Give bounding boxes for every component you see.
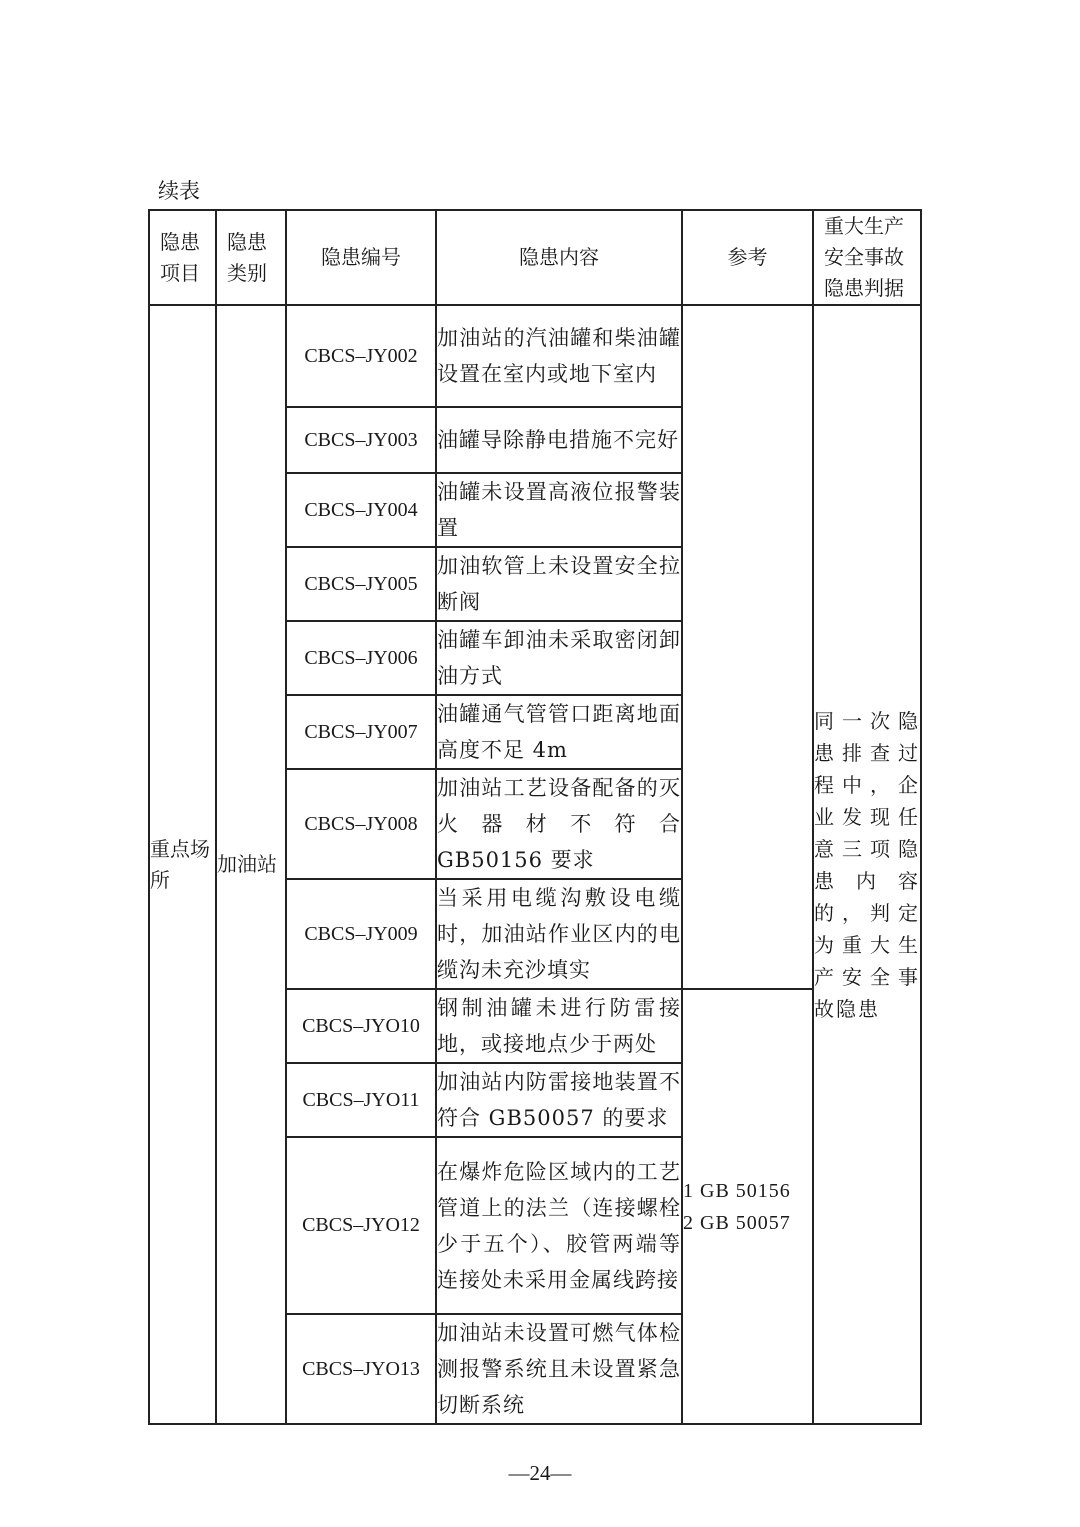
- row-content: 加油站内防雷接地装置不符合 GB50057 的要求: [436, 1063, 682, 1137]
- header-category: 隐患类别: [216, 210, 286, 305]
- row-content: 油罐未设置高液位报警装置: [436, 473, 682, 547]
- row-content: 加油软管上未设置安全拉断阀: [436, 547, 682, 621]
- row-code: CBCS–JYO12: [286, 1137, 436, 1314]
- row-code: CBCS–JY007: [286, 695, 436, 769]
- row-content: 油罐导除静电措施不完好: [436, 407, 682, 473]
- hazard-table: [148, 209, 922, 1425]
- header-criteria: 重大生产安全事故隐患判据: [813, 210, 921, 305]
- table-header-row: [149, 210, 921, 305]
- row-code: CBCS–JY003: [286, 407, 436, 473]
- row-content: 在爆炸危险区域内的工艺管道上的法兰（连接螺栓少于五个）、胶管两端等连接处未采用金属线跨接: [436, 1137, 682, 1314]
- table-row: [149, 305, 921, 407]
- row-content: 油罐通气管管口距离地面高度不足 4m: [436, 695, 682, 769]
- header-item: 隐患项目: [149, 210, 216, 305]
- group-criteria: 同一次隐患排查过程中，企业发现任意三项隐患内容的，判定为重大生产安全事故隐患: [813, 305, 921, 1424]
- row-content: 当采用电缆沟敷设电缆时，加油站作业区内的电缆沟未充沙填实: [436, 879, 682, 989]
- row-code: CBCS–JY004: [286, 473, 436, 547]
- row-content: 加油站工艺设备配备的灭火器材不符合 GB50156 要求: [436, 769, 682, 879]
- row-code: CBCS–JY005: [286, 547, 436, 621]
- row-code: CBCS–JYO10: [286, 989, 436, 1063]
- row-code: CBCS–JY002: [286, 305, 436, 407]
- row-code: CBCS–JY008: [286, 769, 436, 879]
- row-code: CBCS–JYO13: [286, 1314, 436, 1424]
- row-code: CBCS–JY006: [286, 621, 436, 695]
- table-caption: 续表: [158, 179, 200, 203]
- row-code: CBCS–JYO11: [286, 1063, 436, 1137]
- group-category: 加油站: [216, 305, 286, 1424]
- row-content: 钢制油罐未进行防雷接地，或接地点少于两处: [436, 989, 682, 1063]
- header-code: 隐患编号: [286, 210, 436, 305]
- row-content: 加油站未设置可燃气体检测报警系统且未设置紧急切断系统: [436, 1314, 682, 1424]
- group-item: 重点场所: [149, 305, 216, 1424]
- reference-line: 1 GB 50156: [683, 1179, 791, 1202]
- page-number: —24—: [508, 1461, 572, 1485]
- header-reference: 参考: [682, 210, 813, 305]
- reference-line: 2 GB 50057: [683, 1211, 791, 1234]
- header-content: 隐患内容: [436, 210, 682, 305]
- row-content: 加油站的汽油罐和柴油罐设置在室内或地下室内: [436, 305, 682, 407]
- row-code: CBCS–JY009: [286, 879, 436, 989]
- reference-standards: [682, 989, 813, 1424]
- reference-empty-cell: [682, 305, 813, 989]
- row-content: 油罐车卸油未采取密闭卸油方式: [436, 621, 682, 695]
